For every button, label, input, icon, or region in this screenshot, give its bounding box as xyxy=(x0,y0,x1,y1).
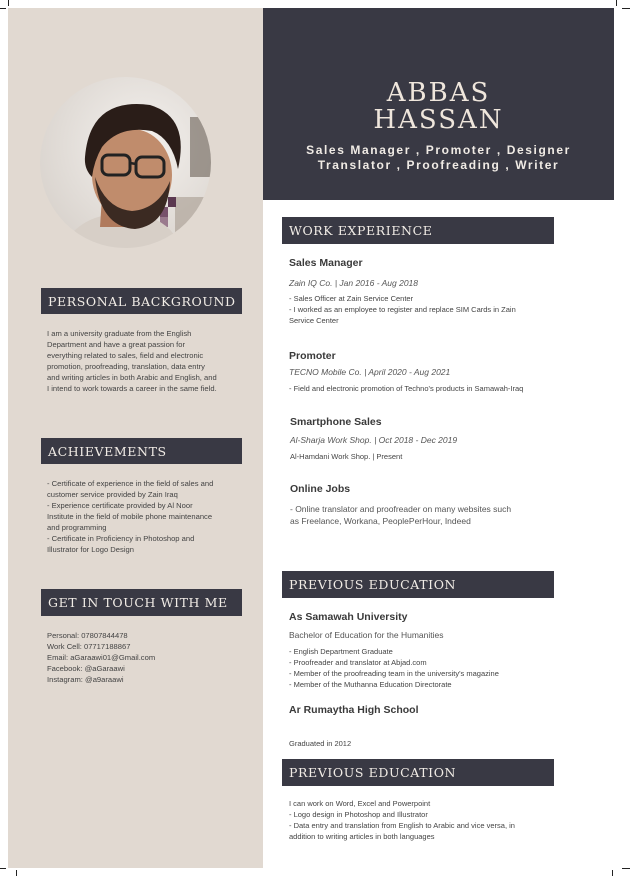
text-line: - Member of the proofreading team in the university's magazine xyxy=(289,669,499,678)
job-description xyxy=(289,383,554,394)
job-description xyxy=(290,451,550,462)
candidate-roles xyxy=(263,143,614,173)
personal-background-text xyxy=(47,328,237,394)
crop-mark xyxy=(16,870,17,876)
skills-text xyxy=(289,798,551,842)
text-line: I am a university graduate from the English xyxy=(47,329,192,338)
candidate-name xyxy=(263,80,614,134)
text-line: promotion, proofreading, translation, data entry xyxy=(47,362,205,371)
text-line: - English Department Graduate xyxy=(289,647,393,656)
crop-mark xyxy=(0,8,6,9)
crop-mark xyxy=(616,0,617,6)
text-line: - Field and electronic promotion of Techno's products in Samawah-Iraq xyxy=(289,384,524,393)
crop-mark xyxy=(612,870,613,876)
job-title: Sales Manager xyxy=(289,257,363,269)
contact-phone: Personal: 07807844478 xyxy=(47,631,128,640)
personal-background-heading: PERSONAL BACKGROUND xyxy=(41,288,242,314)
skills-heading: PREVIOUS EDUCATION xyxy=(282,759,554,786)
job-meta: TECNO Mobile Co. | April 2020 - Aug 2021 xyxy=(289,367,451,377)
last-name: HASSAN xyxy=(373,105,504,135)
text-line: - Proofreader and translator at Abjad.com xyxy=(289,658,427,667)
job-title: Online Jobs xyxy=(290,483,351,495)
contact-email: Email: aGaraawi01@Gmail.com xyxy=(47,653,156,662)
job-title: Smartphone Sales xyxy=(290,416,382,428)
text-line: Service Center xyxy=(289,316,339,325)
contact-work-cell: Work Cell: 07717188867 xyxy=(47,642,131,651)
text-line: Institute in the field of mobile phone maintenance xyxy=(47,512,213,521)
roles-line: Sales Manager , Promoter , Designer xyxy=(306,143,571,157)
header xyxy=(263,8,614,200)
job-title: Promoter xyxy=(289,350,336,362)
text-line: - I worked as an employee to register and replace SIM Cards in Zain xyxy=(289,305,516,314)
text-line: Al-Hamdani Work Shop. | Present xyxy=(290,452,403,461)
job-description xyxy=(289,293,549,326)
text-line: I intend to work towards a career in the same field. xyxy=(47,384,217,393)
education-heading: PREVIOUS EDUCATION xyxy=(282,571,554,598)
achievements-text xyxy=(47,478,237,555)
school-title: As Samawah University xyxy=(289,611,408,623)
text-line: customer service provided by Zain Iraq xyxy=(47,490,178,499)
contact-facebook: Facebook: @aGaraawi xyxy=(47,664,125,673)
school-details: Graduated in 2012 xyxy=(289,739,352,748)
text-line: - Experience certificate provided by Al Noor xyxy=(47,501,193,510)
first-name: ABBAS xyxy=(386,78,491,108)
text-line: and writing articles in both Arabic and English, and xyxy=(47,373,217,382)
crop-mark xyxy=(0,868,6,869)
text-line: everything related to sales, field and electronic xyxy=(47,351,204,360)
text-line: - Sales Officer at Zain Service Center xyxy=(289,294,414,303)
profile-photo xyxy=(40,77,211,248)
text-line: addition to writing articles in both languages xyxy=(289,832,435,841)
crop-mark xyxy=(8,0,9,6)
contact-instagram: Instagram: @a9araawi xyxy=(47,675,124,684)
school-degree: Bachelor of Education for the Humanities xyxy=(289,630,444,640)
contact-heading: GET IN TOUCH WITH ME xyxy=(41,589,242,616)
job-meta: Al-Sharja Work Shop. | Oct 2018 - Dec 2019 xyxy=(290,435,458,445)
text-line: Department and have a great passion for xyxy=(47,340,186,349)
job-description xyxy=(290,503,555,527)
text-line: I can work on Word, Excel and Powerpoint xyxy=(289,799,431,808)
text-line: - Certificate of experience in the field of sales and xyxy=(47,479,214,488)
school-title: Ar Rumaytha High School xyxy=(289,704,419,716)
text-line: as Freelance, Workana, PeoplePerHour, Indeed xyxy=(290,516,471,526)
crop-mark xyxy=(622,8,630,9)
crop-mark xyxy=(622,868,630,869)
text-line: - Online translator and proofreader on many websites such xyxy=(290,504,512,514)
text-line: - Certificate in Proficiency in Photoshop and xyxy=(47,534,195,543)
text-line: - Logo design in Photoshop and Illustrator xyxy=(289,810,428,819)
roles-line: Translator , Proofreading , Writer xyxy=(317,158,560,172)
job-meta: Zain IQ Co. | Jan 2016 - Aug 2018 xyxy=(289,278,418,288)
text-line: - Data entry and translation from English to Arabic and vice versa, in xyxy=(289,821,515,830)
text-line: and programming xyxy=(47,523,107,532)
text-line: Illustrator for Logo Design xyxy=(47,545,134,554)
school-details xyxy=(289,646,549,690)
work-experience-heading: WORK EXPERIENCE xyxy=(282,217,554,244)
contact-text xyxy=(47,630,237,685)
text-line: - Member of the Muthanna Education Directorate xyxy=(289,680,452,689)
achievements-heading: ACHIEVEMENTS xyxy=(41,438,242,464)
